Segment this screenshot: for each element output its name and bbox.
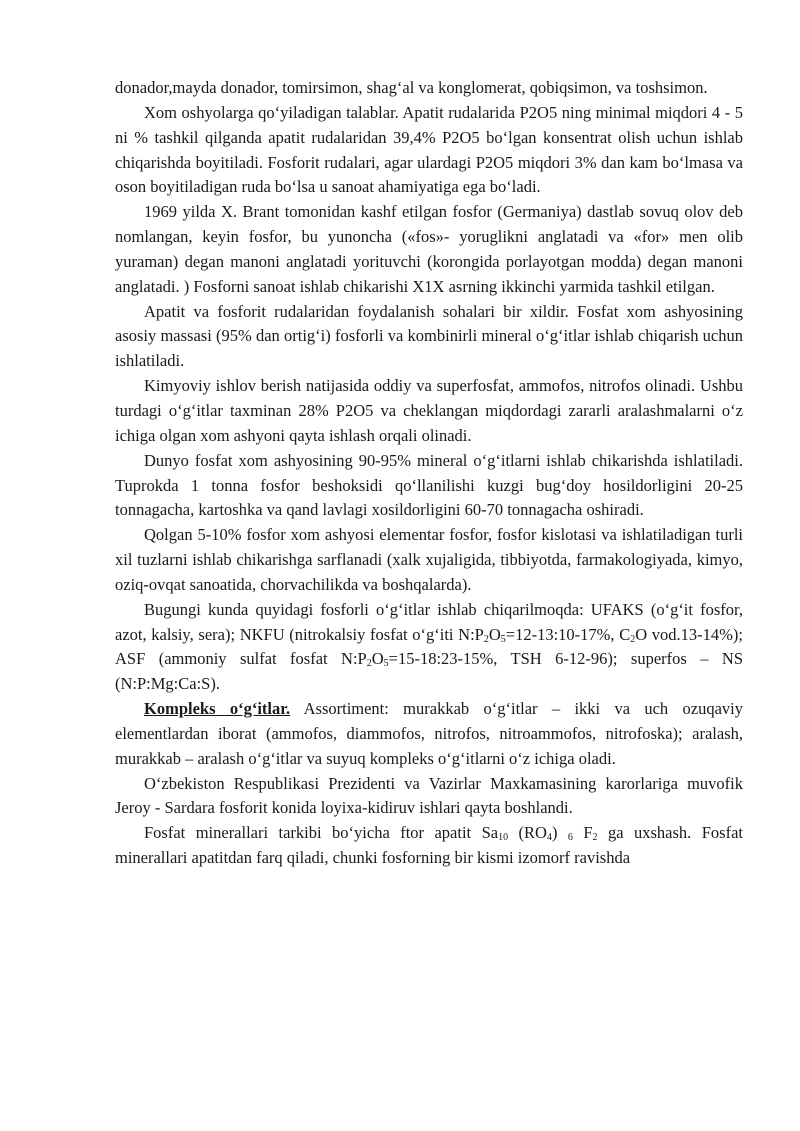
paragraph: Apatit va fosforit rudalaridan foydalanish sohalari bir xildir. Fosfat xom ashyosining asosiy massasi (95% dan ortig‘i) fosforli va kombinirli mineral o‘g‘itlar ishlab chiqarish uchun ishlatiladi. — [115, 301, 743, 371]
subscript: 2 — [483, 633, 489, 645]
paragraph: Xom oshyolarga qo‘yiladigan talablar. Apatit rudalarida P2O5 ning minimal miqdori 4 - 5 ni % tashkil qilganda apatit rudalaridan 39,4% P2O5 bo‘lgan konsentrat olish uchun ishlab chiqarishda boyitiladi. Fosforit rudalari, agar ulardagi P2O5 miqdori 3% dan kam bo‘lmasa va oson boyitiladigan ruda bo‘lsa u sanoat ahamiyatiga ega bo‘ladi. — [115, 102, 743, 197]
subscript: 2 — [366, 658, 372, 670]
paragraph: Kimyoviy ishlov berish natijasida oddiy va superfosfat, ammofos, nitrofos olinadi. Ushbu turdagi o‘g‘itlar taxminan 28% P2O5 va cheklangan miqdordagi zararli aralashmalarni o‘z ichiga olgan xom ashyoni qayta ishlash orqali olinadi. — [115, 376, 743, 445]
subscript: 10 — [498, 832, 509, 844]
subscript: 5 — [383, 658, 389, 670]
subscript: 5 — [500, 633, 506, 645]
section-heading: Kompleks o‘g‘itlar. — [144, 699, 291, 719]
text-run: =12-13:10-17%, C — [505, 624, 631, 644]
text-run: Bugungi kunda quyidagi fosforli o‘g‘itlar ishlab chiqarilmoqda: UFAKS (o‘g‘it fosfor, azot, kalsiy, sera); NKFU (nitrokalsiy fosfat o‘g‘iti N:P — [115, 599, 743, 644]
subscript: 2 — [630, 633, 636, 645]
document-page — [115, 76, 743, 871]
paragraph: Qolgan 5-10% fosfor xom ashyosi elementar fosfor, fosfor kislotasi va ishlatiladigan turli xil tuzlarni ishlab chikarishga sarflanadi (xalk xujaligida, tibbiyotda, farmakologiyada, kimyo, oziq-ovqat sanoatida, chorvachilikda va boshqalarda). — [115, 525, 743, 594]
text-run: O vod.13-14%); ASF (ammoniy sulfat fosfat N:P — [115, 624, 743, 669]
text-run: F — [572, 823, 593, 843]
subscript: 2 — [592, 832, 598, 844]
paragraph-formula — [115, 821, 743, 871]
paragraph-fertilizers — [115, 598, 743, 697]
paragraph: O‘zbekiston Respublikasi Prezidenti va Vazirlar Maxkamasining karorlariga muvofik Jeroy - Sardara fosforit konida loyixa-kidiruv ishlari qayta boshlandi. — [115, 773, 743, 818]
text-run: Fosfat minerallari tarkibi bo‘yicha ftor apatit Sa — [144, 823, 499, 843]
subscript: 6 — [567, 832, 573, 844]
text-run: Assortiment: murakkab o‘g‘itlar – ikki va uch ozuqaviy elementlardan iborat (ammofos, diammofos, nitrofos, nitroammofos, nitrofoska); aralash, murakkab – aralash o‘g‘itlar va suyuq kompleks o‘g‘itlarni o‘z ichiga oladi. — [115, 699, 743, 768]
paragraph: donador,mayda donador, tomirsimon, shag‘al va konglomerat, qobiqsimon, va toshsimon. — [115, 78, 708, 97]
subscript: 4 — [546, 832, 552, 844]
paragraph: 1969 yilda X. Brant tomonidan kashf etilgan fosfor (Germaniya) dastlab sovuq olov deb nomlangan, keyin fosfor, bu yunoncha («fos»- yoruglikni anglatadi va «for» men olib yuraman) degan manoni anglatadi yorituvchi (korongida porlayotgan modda) degan manoni anglatadi. ) Fosforni sanoat ishlab chikarishi X1X asrning ikkinchi yarmida tashkil etilgan. — [115, 202, 743, 296]
text-run: O — [488, 624, 501, 644]
text-run: ga uxshash. Fosfat minerallari apatitdan farq qiladi, chunki fosforning bir kismi izomorf ravishda — [115, 823, 744, 868]
text-run: ) — [551, 823, 568, 843]
paragraph-complex — [115, 697, 743, 772]
paragraph: Dunyo fosfat xom ashyosining 90-95% mineral o‘g‘itlarni ishlab chikarishda ishlatiladi. Tuprokda 1 tonna fosfor beshoksidi qo‘llanilishi kuzgi bug‘doy hosildorligini 20-25 tonnagacha, kartoshka va qand lavlagi xosildorligini 60-70 tonnagacha oshiradi. — [115, 450, 743, 520]
text-run: (RO — [508, 823, 547, 843]
text-run: O — [371, 649, 384, 669]
text-run: =15-18:23-15%, TSH 6-12-96); superfos – NS (N:P:Mg:Ca:S). — [115, 649, 744, 694]
